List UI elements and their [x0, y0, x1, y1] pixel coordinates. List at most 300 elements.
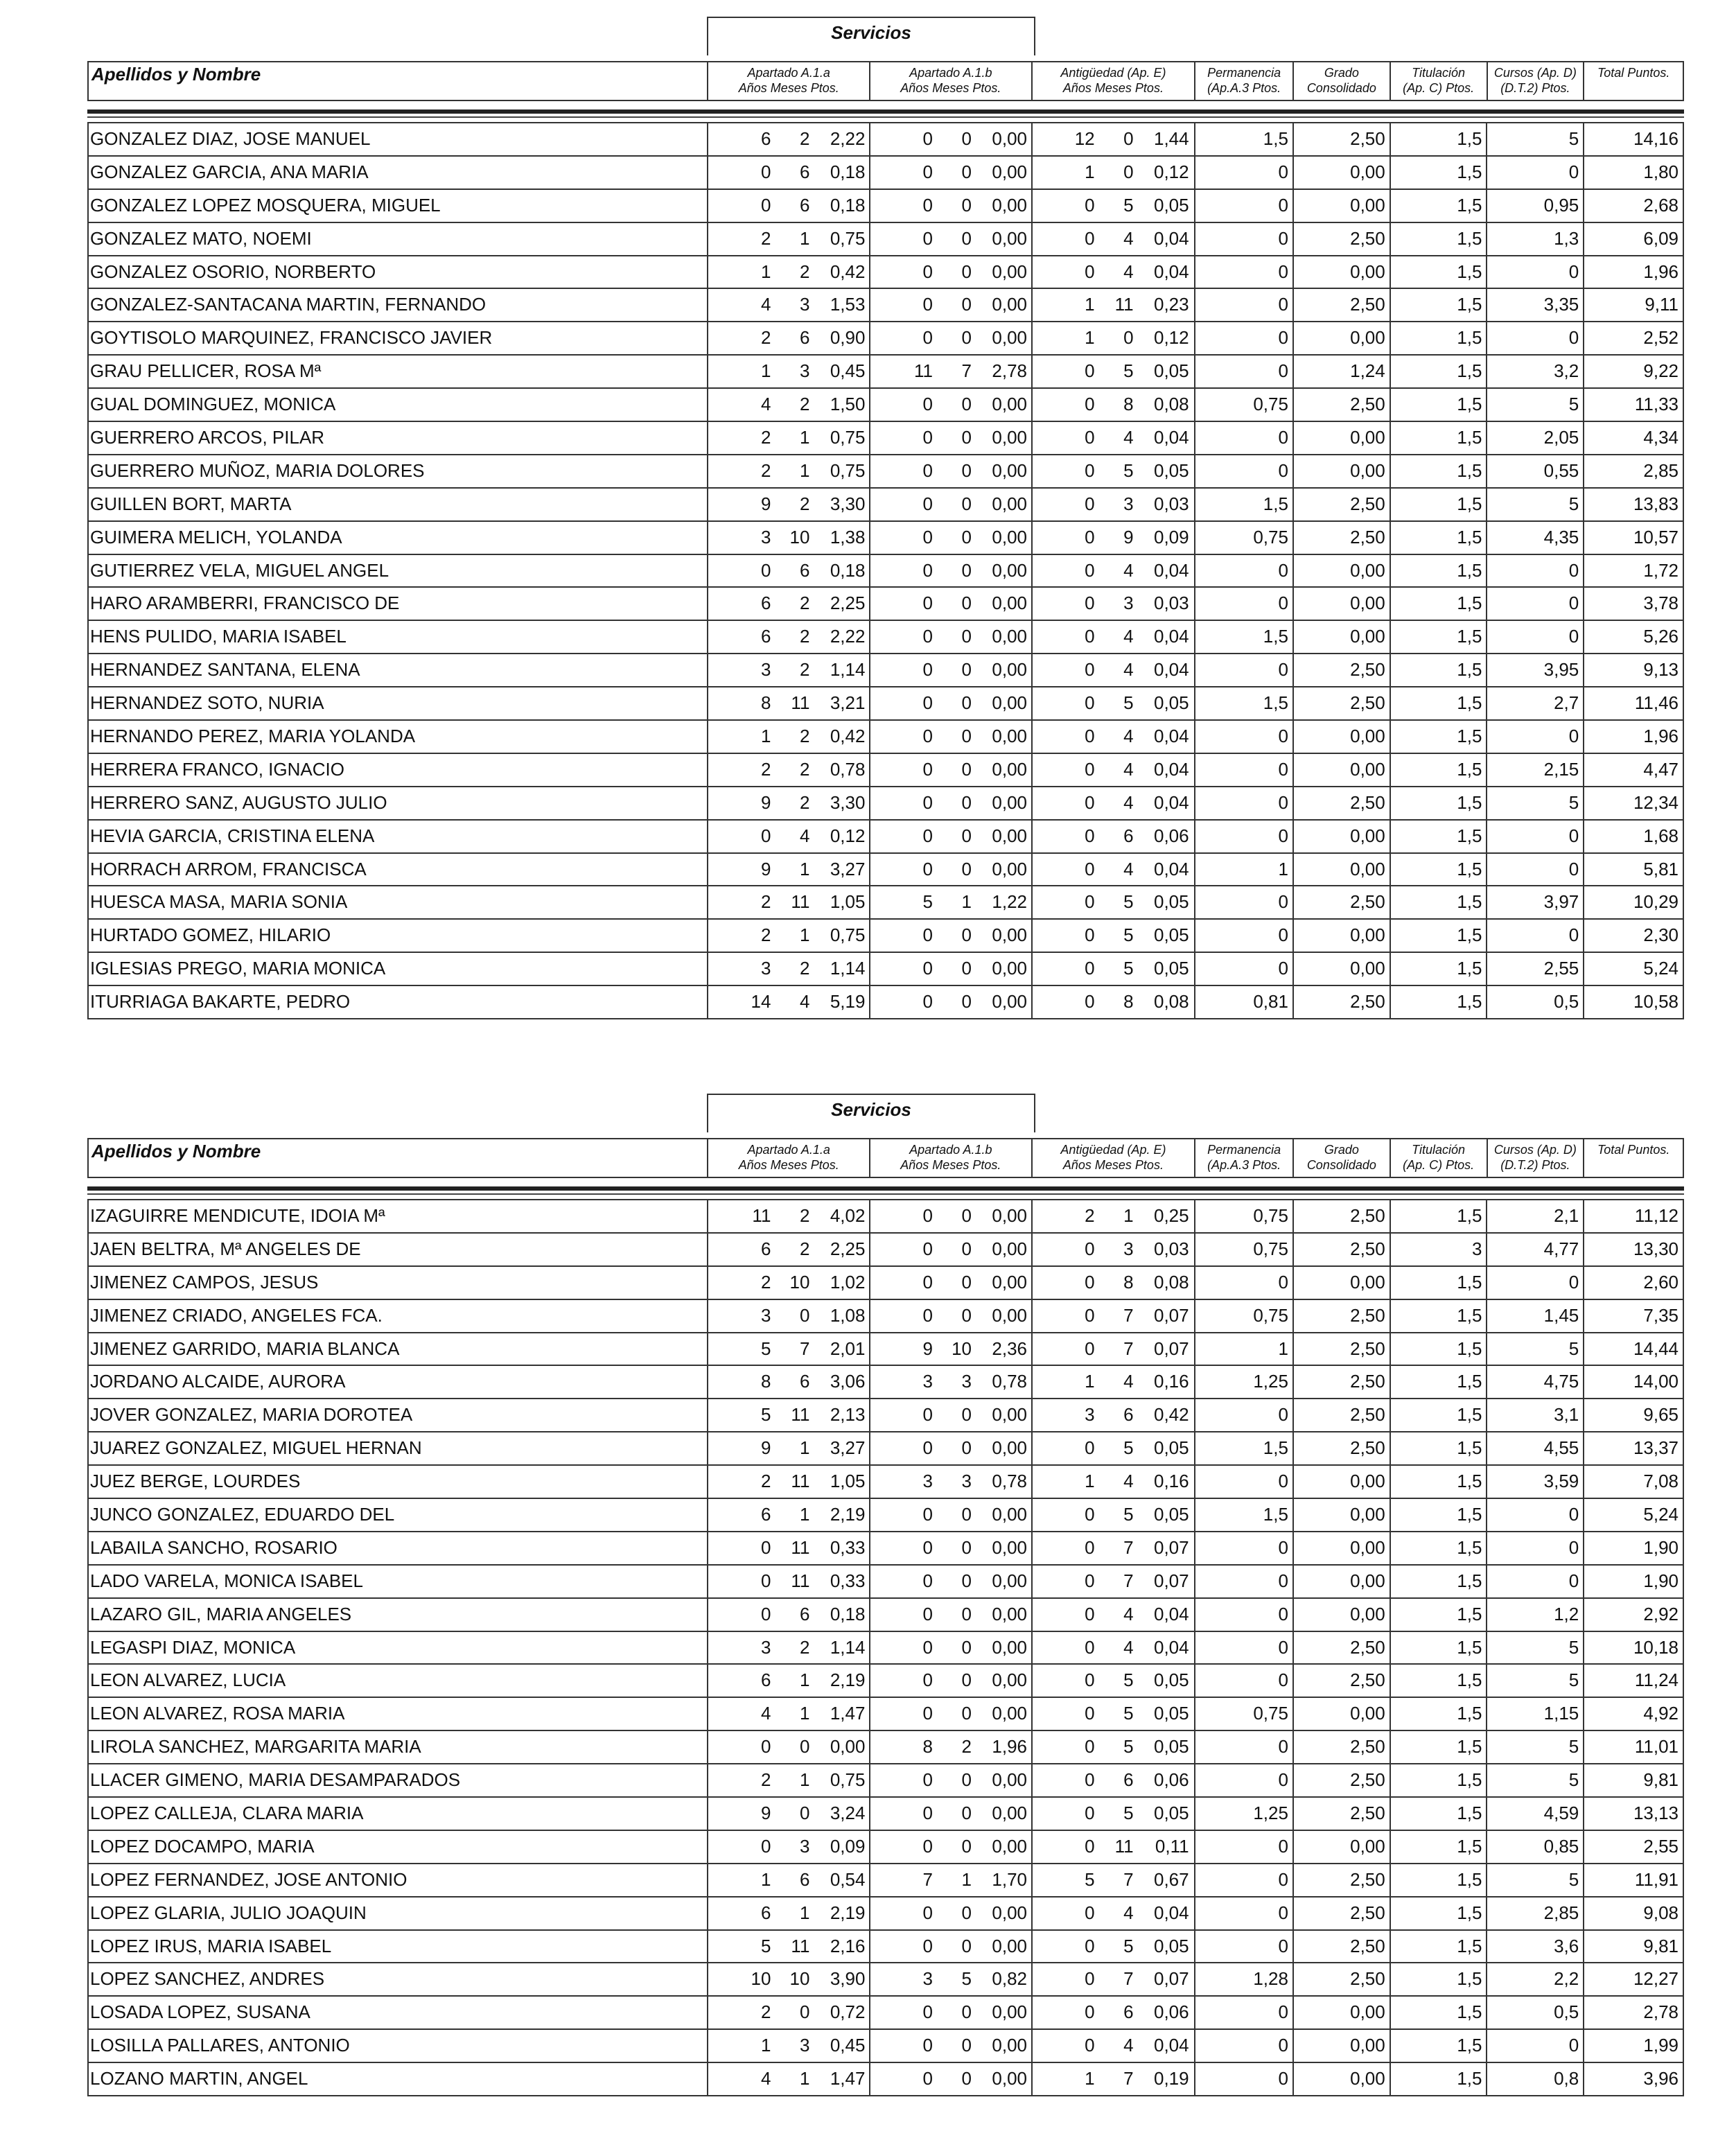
antiguedad-months: 5	[1123, 194, 1134, 216]
titulacion-points: 1,5	[1390, 1963, 1487, 1995]
grado-consolidado: 0,00	[1292, 2063, 1390, 2095]
antiguedad-cell	[1031, 588, 1195, 620]
permanencia-points: 0	[1194, 721, 1292, 753]
employee-name: GUTIERREZ VELA, MIGUEL ANGEL	[90, 559, 389, 581]
a1a-years: 4	[760, 294, 771, 315]
a1b-cell	[869, 2063, 1031, 2095]
a1b-cell	[869, 1200, 1031, 1232]
antiguedad-years: 0	[1085, 1271, 1095, 1292]
antiguedad-points: 0,07	[1154, 1536, 1189, 1558]
antiguedad-cell	[1031, 256, 1195, 288]
a1a-cell	[707, 1864, 869, 1896]
a1a-years: 1	[760, 261, 771, 282]
a1a-months: 11	[791, 1404, 810, 1426]
antiguedad-points: 0,23	[1154, 294, 1189, 315]
employee-name: HERNANDO PEREZ, MARIA YOLANDA	[90, 726, 416, 747]
permanencia-points: 0	[1194, 555, 1292, 587]
antiguedad-months: 4	[1123, 227, 1134, 249]
header-rule	[87, 1186, 1684, 1191]
permanencia-points: 0	[1194, 953, 1292, 985]
permanencia-points: 0	[1194, 455, 1292, 487]
a1b-months: 0	[961, 1669, 972, 1691]
a1a-years: 0	[760, 1603, 771, 1624]
a1b-years: 0	[922, 1570, 933, 1591]
table-row	[89, 122, 1683, 155]
a1a-cell	[707, 854, 869, 886]
antiguedad-years: 0	[1085, 1603, 1095, 1624]
total-points: 2,52	[1583, 322, 1683, 354]
a1a-years: 9	[760, 858, 771, 879]
a1a-months: 1	[799, 924, 810, 946]
antiguedad-years: 0	[1085, 1504, 1095, 1525]
antiguedad-months: 11	[1114, 1835, 1134, 1857]
section-title: Servicios	[707, 17, 1035, 55]
a1b-cell	[869, 1665, 1031, 1697]
antiguedad-points: 0,07	[1154, 1304, 1189, 1326]
a1b-points: 0,00	[992, 1304, 1028, 1326]
antiguedad-years: 0	[1085, 1437, 1095, 1459]
a1b-years: 0	[922, 327, 933, 349]
a1b-points: 0,00	[992, 924, 1028, 946]
a1a-months: 6	[799, 161, 810, 182]
a1b-cell	[869, 1798, 1031, 1830]
a1b-months: 0	[961, 726, 972, 747]
employee-name: JAEN BELTRA, Mª ANGELES DE	[90, 1238, 361, 1259]
permanencia-points: 0	[1194, 2063, 1292, 2095]
grado-consolidado: 0,00	[1292, 322, 1390, 354]
a1a-points: 1,47	[830, 2068, 866, 2089]
total-points: 9,81	[1583, 1931, 1683, 1963]
cursos-points: 0	[1486, 1499, 1583, 1531]
antiguedad-years: 0	[1085, 1968, 1095, 1990]
antiguedad-months: 0	[1123, 161, 1134, 182]
a1b-years: 0	[922, 1404, 933, 1426]
a1b-cell	[869, 1432, 1031, 1464]
employee-name: LEON ALVAREZ, LUCIA	[90, 1669, 286, 1691]
a1b-cell	[869, 1466, 1031, 1498]
header-name: Apellidos y Nombre	[91, 1141, 261, 1162]
antiguedad-cell	[1031, 687, 1195, 719]
a1b-years: 0	[922, 261, 933, 282]
antiguedad-months: 4	[1123, 1603, 1134, 1624]
antiguedad-points: 0,05	[1154, 1437, 1189, 1459]
permanencia-points: 1	[1194, 1333, 1292, 1365]
table-row	[89, 1299, 1683, 1332]
antiguedad-years: 2	[1085, 1205, 1095, 1226]
header-a1b: Apartado A.1.b Años Meses Ptos.	[869, 1139, 1031, 1177]
a1a-points: 0,45	[830, 2035, 866, 2056]
table-row	[89, 2028, 1683, 2062]
grado-consolidado: 0,00	[1292, 190, 1390, 222]
a1b-months: 1	[961, 1868, 972, 1890]
a1a-points: 0,78	[830, 758, 866, 780]
a1a-points: 0,42	[830, 726, 866, 747]
employee-name: JORDANO ALCAIDE, AURORA	[90, 1371, 346, 1392]
antiguedad-years: 0	[1085, 991, 1095, 1013]
a1a-years: 3	[760, 659, 771, 681]
antiguedad-months: 6	[1123, 1769, 1134, 1791]
grado-consolidado: 2,50	[1292, 1864, 1390, 1896]
a1a-cell	[707, 1300, 869, 1332]
permanencia-points: 1,5	[1194, 1499, 1292, 1531]
antiguedad-years: 0	[1085, 261, 1095, 282]
total-points: 14,00	[1583, 1366, 1683, 1398]
titulacion-points: 1,5	[1390, 289, 1487, 321]
antiguedad-cell	[1031, 1466, 1195, 1498]
titulacion-points: 1,5	[1390, 356, 1487, 387]
a1b-cell	[869, 1234, 1031, 1265]
a1a-points: 0,18	[830, 559, 866, 581]
antiguedad-cell	[1031, 1532, 1195, 1564]
permanencia-points: 0	[1194, 886, 1292, 918]
titulacion-points: 1,5	[1390, 787, 1487, 819]
a1a-cell	[707, 986, 869, 1018]
a1b-years: 0	[922, 2068, 933, 2089]
antiguedad-points: 0,03	[1154, 1238, 1189, 1259]
table-row	[89, 354, 1683, 387]
a1b-points: 0,00	[992, 726, 1028, 747]
a1a-cell	[707, 555, 869, 587]
permanencia-points: 0	[1194, 157, 1292, 189]
a1b-years: 0	[922, 593, 933, 614]
antiguedad-cell	[1031, 1267, 1195, 1299]
antiguedad-years: 0	[1085, 626, 1095, 647]
permanencia-points: 0	[1194, 754, 1292, 786]
grado-consolidado: 1,24	[1292, 356, 1390, 387]
antiguedad-points: 0,04	[1154, 2035, 1189, 2056]
total-points: 4,47	[1583, 754, 1683, 786]
header-titulacion: Titulación (Ap. C) Ptos.	[1390, 62, 1487, 100]
total-points: 11,24	[1583, 1665, 1683, 1697]
employee-name: LOPEZ DOCAMPO, MARIA	[90, 1835, 315, 1857]
a1a-months: 4	[799, 825, 810, 846]
employee-name: GONZALEZ LOPEZ MOSQUERA, MIGUEL	[90, 194, 441, 216]
permanencia-points: 0	[1194, 654, 1292, 686]
a1a-points: 0,00	[830, 1736, 866, 1758]
a1a-months: 2	[799, 1238, 810, 1259]
a1b-years: 0	[922, 1703, 933, 1724]
header-a1a: Apartado A.1.a Años Meses Ptos.	[707, 1139, 869, 1177]
a1a-months: 4	[799, 991, 810, 1013]
employee-name: LADO VARELA, MONICA ISABEL	[90, 1570, 363, 1591]
a1a-points: 3,30	[830, 493, 866, 514]
cursos-points: 0,95	[1486, 190, 1583, 222]
a1a-years: 6	[760, 1238, 771, 1259]
a1a-cell	[707, 1898, 869, 1929]
antiguedad-cell	[1031, 2063, 1195, 2095]
a1b-points: 0,00	[992, 1603, 1028, 1624]
permanencia-points: 0	[1194, 422, 1292, 454]
titulacion-points: 1,5	[1390, 2063, 1487, 2095]
a1b-cell	[869, 1898, 1031, 1929]
a1a-years: 6	[760, 1504, 771, 1525]
a1a-months: 3	[799, 294, 810, 315]
a1b-months: 0	[961, 294, 972, 315]
a1a-cell	[707, 522, 869, 554]
a1b-points: 0,00	[992, 1803, 1028, 1824]
scores-table-1	[87, 17, 1684, 1022]
a1b-months: 0	[961, 493, 972, 514]
a1a-months: 2	[799, 394, 810, 415]
titulacion-points: 1,5	[1390, 721, 1487, 753]
a1b-years: 0	[922, 493, 933, 514]
antiguedad-cell	[1031, 190, 1195, 222]
cursos-points: 3,2	[1486, 356, 1583, 387]
antiguedad-months: 4	[1123, 1902, 1134, 1923]
total-points: 11,33	[1583, 389, 1683, 421]
a1a-cell	[707, 588, 869, 620]
a1b-cell	[869, 1698, 1031, 1730]
a1a-cell	[707, 886, 869, 918]
a1b-points: 0,00	[992, 1835, 1028, 1857]
a1b-months: 0	[961, 692, 972, 714]
a1b-years: 0	[922, 128, 933, 149]
a1b-points: 0,00	[992, 825, 1028, 846]
titulacion-points: 1,5	[1390, 389, 1487, 421]
antiguedad-months: 8	[1123, 394, 1134, 415]
a1a-cell	[707, 455, 869, 487]
a1a-years: 0	[760, 161, 771, 182]
table-row	[89, 786, 1683, 819]
antiguedad-points: 0,05	[1154, 1669, 1189, 1691]
antiguedad-months: 4	[1123, 758, 1134, 780]
antiguedad-months: 5	[1123, 1669, 1134, 1691]
cursos-points: 0	[1486, 1532, 1583, 1564]
table-row	[89, 918, 1683, 952]
table-row	[89, 155, 1683, 189]
cursos-points: 0	[1486, 322, 1583, 354]
titulacion-points: 1,5	[1390, 157, 1487, 189]
a1a-cell	[707, 1731, 869, 1763]
a1b-points: 2,78	[992, 360, 1028, 382]
a1a-points: 0,72	[830, 2001, 866, 2023]
antiguedad-cell	[1031, 522, 1195, 554]
header-antiguedad: Antigüedad (Ap. E) Años Meses Ptos.	[1031, 1139, 1195, 1177]
a1a-years: 2	[760, 327, 771, 349]
antiguedad-months: 6	[1123, 1404, 1134, 1426]
a1b-cell	[869, 1566, 1031, 1597]
a1b-years: 0	[922, 1504, 933, 1525]
employee-name: IZAGUIRRE MENDICUTE, IDOIA Mª	[90, 1205, 385, 1226]
grado-consolidado: 0,00	[1292, 854, 1390, 886]
table-row	[89, 1431, 1683, 1464]
cursos-points: 2,55	[1486, 953, 1583, 985]
a1a-cell	[707, 123, 869, 155]
a1b-points: 0,00	[992, 493, 1028, 514]
antiguedad-months: 4	[1123, 626, 1134, 647]
grado-consolidado: 0,00	[1292, 157, 1390, 189]
cursos-points: 0	[1486, 588, 1583, 620]
employee-name: GONZALEZ DIAZ, JOSE MANUEL	[90, 128, 371, 149]
a1a-points: 0,33	[830, 1536, 866, 1558]
a1a-months: 1	[799, 427, 810, 448]
a1a-cell	[707, 422, 869, 454]
antiguedad-points: 0,05	[1154, 924, 1189, 946]
table-row	[89, 952, 1683, 985]
cursos-points: 0	[1486, 721, 1583, 753]
a1b-months: 0	[961, 758, 972, 780]
permanencia-points: 0,81	[1194, 986, 1292, 1018]
a1a-years: 9	[760, 493, 771, 514]
a1a-cell	[707, 1366, 869, 1398]
table-row	[89, 1796, 1683, 1830]
antiguedad-months: 8	[1123, 991, 1134, 1013]
a1a-cell	[707, 821, 869, 852]
a1b-cell	[869, 1333, 1031, 1365]
a1b-months: 0	[961, 526, 972, 547]
a1b-years: 0	[922, 227, 933, 249]
grado-consolidado: 2,50	[1292, 1333, 1390, 1365]
titulacion-points: 1,5	[1390, 322, 1487, 354]
antiguedad-years: 1	[1085, 294, 1095, 315]
antiguedad-points: 0,04	[1154, 626, 1189, 647]
cursos-points: 0	[1486, 555, 1583, 587]
a1a-years: 9	[760, 1437, 771, 1459]
total-points: 1,99	[1583, 2030, 1683, 2062]
a1a-years: 6	[760, 1669, 771, 1691]
a1b-years: 0	[922, 858, 933, 879]
cursos-points: 5	[1486, 389, 1583, 421]
permanencia-points: 0	[1194, 1665, 1292, 1697]
grado-consolidado: 0,00	[1292, 1466, 1390, 1498]
antiguedad-points: 0,67	[1154, 1868, 1189, 1890]
a1a-months: 1	[799, 1902, 810, 1923]
table-row	[89, 321, 1683, 354]
a1b-cell	[869, 588, 1031, 620]
total-points: 10,57	[1583, 522, 1683, 554]
a1a-cell	[707, 1466, 869, 1498]
a1b-cell	[869, 754, 1031, 786]
a1b-cell	[869, 1864, 1031, 1896]
a1a-years: 0	[760, 559, 771, 581]
employee-name: GONZALEZ OSORIO, NORBERTO	[90, 261, 376, 282]
a1a-months: 1	[799, 459, 810, 481]
a1a-years: 1	[760, 726, 771, 747]
a1a-years: 1	[760, 360, 771, 382]
permanencia-points: 0	[1194, 1599, 1292, 1631]
a1b-years: 0	[922, 1304, 933, 1326]
table-row	[89, 819, 1683, 852]
table-row	[89, 620, 1683, 653]
antiguedad-points: 0,05	[1154, 692, 1189, 714]
antiguedad-cell	[1031, 754, 1195, 786]
antiguedad-years: 1	[1085, 1371, 1095, 1392]
a1b-months: 0	[961, 1935, 972, 1956]
a1a-years: 6	[760, 593, 771, 614]
a1a-years: 6	[760, 128, 771, 149]
a1a-points: 3,90	[830, 1968, 866, 1990]
total-points: 2,60	[1583, 1267, 1683, 1299]
antiguedad-cell	[1031, 1200, 1195, 1232]
antiguedad-points: 0,11	[1155, 1835, 1189, 1857]
antiguedad-cell	[1031, 2030, 1195, 2062]
a1b-points: 0,00	[992, 1769, 1028, 1791]
a1b-months: 0	[961, 1803, 972, 1824]
a1a-points: 0,33	[830, 1570, 866, 1591]
a1a-cell	[707, 621, 869, 653]
total-points: 2,85	[1583, 455, 1683, 487]
a1b-points: 0,00	[992, 1504, 1028, 1525]
antiguedad-cell	[1031, 1764, 1195, 1796]
a1a-months: 1	[799, 1437, 810, 1459]
grado-consolidado: 0,00	[1292, 920, 1390, 952]
titulacion-points: 1,5	[1390, 190, 1487, 222]
antiguedad-points: 0,05	[1154, 459, 1189, 481]
permanencia-points: 1,5	[1194, 621, 1292, 653]
a1b-months: 0	[961, 227, 972, 249]
a1a-years: 3	[760, 1304, 771, 1326]
employee-name: JUNCO GONZALEZ, EDUARDO DEL	[90, 1504, 395, 1525]
a1b-points: 0,00	[992, 459, 1028, 481]
a1b-points: 0,00	[992, 1536, 1028, 1558]
a1b-cell	[869, 555, 1031, 587]
a1b-points: 0,78	[992, 1471, 1028, 1492]
titulacion-points: 1,5	[1390, 455, 1487, 487]
a1a-points: 3,24	[830, 1803, 866, 1824]
a1a-points: 2,25	[830, 593, 866, 614]
antiguedad-months: 0	[1123, 128, 1134, 149]
a1a-years: 0	[760, 194, 771, 216]
cursos-points: 2,15	[1486, 754, 1583, 786]
a1b-points: 0,00	[992, 194, 1028, 216]
titulacion-points: 1,5	[1390, 986, 1487, 1018]
total-points: 1,96	[1583, 256, 1683, 288]
a1b-months: 3	[961, 1471, 972, 1492]
antiguedad-months: 3	[1123, 493, 1134, 514]
total-points: 10,29	[1583, 886, 1683, 918]
a1b-points: 0,00	[992, 659, 1028, 681]
titulacion-points: 1,5	[1390, 588, 1487, 620]
a1a-years: 0	[760, 1570, 771, 1591]
table-row	[89, 1663, 1683, 1697]
a1a-cell	[707, 1963, 869, 1995]
a1a-months: 6	[799, 1868, 810, 1890]
antiguedad-points: 0,04	[1154, 427, 1189, 448]
table-body	[87, 122, 1684, 1019]
permanencia-points: 0	[1194, 223, 1292, 255]
antiguedad-years: 0	[1085, 1902, 1095, 1923]
a1a-points: 3,27	[830, 858, 866, 879]
antiguedad-months: 5	[1123, 1437, 1134, 1459]
a1b-years: 0	[922, 1803, 933, 1824]
titulacion-points: 1,5	[1390, 555, 1487, 587]
a1b-years: 0	[922, 1536, 933, 1558]
antiguedad-points: 0,05	[1154, 891, 1189, 913]
a1a-points: 1,08	[830, 1304, 866, 1326]
permanencia-points: 0	[1194, 787, 1292, 819]
grado-consolidado: 0,00	[1292, 1267, 1390, 1299]
titulacion-points: 1,5	[1390, 754, 1487, 786]
employee-name: JIMENEZ CAMPOS, JESUS	[90, 1271, 319, 1292]
antiguedad-cell	[1031, 1963, 1195, 1995]
a1a-points: 2,01	[830, 1338, 866, 1359]
employee-name: GONZALEZ MATO, NOEMI	[90, 227, 312, 249]
table-row	[89, 852, 1683, 886]
header-name: Apellidos y Nombre	[91, 64, 261, 85]
titulacion-points: 1,5	[1390, 1200, 1487, 1232]
antiguedad-points: 0,05	[1154, 1803, 1189, 1824]
a1b-points: 0,00	[992, 1570, 1028, 1591]
total-points: 14,16	[1583, 123, 1683, 155]
antiguedad-months: 5	[1123, 924, 1134, 946]
total-points: 1,80	[1583, 157, 1683, 189]
a1b-years: 0	[922, 394, 933, 415]
antiguedad-months: 5	[1123, 1803, 1134, 1824]
a1b-points: 1,96	[992, 1736, 1028, 1758]
a1b-cell	[869, 289, 1031, 321]
antiguedad-cell	[1031, 1499, 1195, 1531]
a1b-months: 0	[961, 825, 972, 846]
